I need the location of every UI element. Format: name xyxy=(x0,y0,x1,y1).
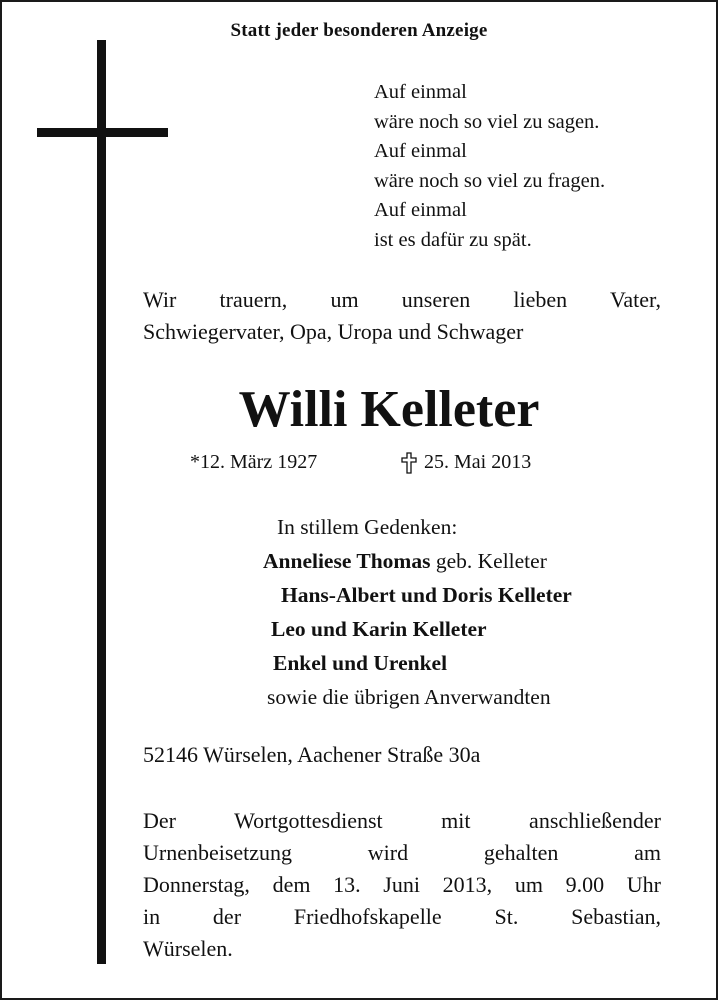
poem xyxy=(374,78,605,255)
poem-line: Auf einmal xyxy=(374,199,467,221)
mourner-line: Hans-Albert und Doris Kelleter xyxy=(281,583,572,607)
death-cross-icon xyxy=(400,452,418,474)
mourner-name: Anneliese Thomas xyxy=(263,549,431,573)
intro-line: Wir trauern, um unseren lieben Vater, xyxy=(143,287,661,312)
header-text: Statt jeder besonderen Anzeige xyxy=(230,20,488,41)
poem-line: ist es dafür zu spät. xyxy=(374,228,532,251)
poem-line: wäre noch so viel zu fragen. xyxy=(374,169,606,192)
death-date: 25. Mai 2013 xyxy=(424,451,532,473)
cross-vertical-bar xyxy=(97,40,106,964)
service-line: Donnerstag, dem 13. Juni 2013, um 9.00 Uhr xyxy=(143,872,661,897)
deceased-name: Willi Kelleter xyxy=(238,381,540,438)
mourner-line: sowie die übrigen Anverwandten xyxy=(267,685,551,709)
service-line: Urnenbeisetzung wird gehalten am xyxy=(143,840,661,865)
poem-line: Auf einmal xyxy=(374,81,467,103)
poem-line: Auf einmal xyxy=(374,140,467,162)
mourners-heading: In stillem Gedenken: xyxy=(277,515,458,539)
mourner-line: Enkel und Urenkel xyxy=(273,651,448,675)
notice-header xyxy=(0,20,718,42)
mourner-line xyxy=(263,544,572,578)
birth-date: *12. März 1927 xyxy=(190,451,318,473)
intro-line: Schwiegervater, Opa, Uropa und Schwager xyxy=(143,319,524,344)
cross-horizontal-bar xyxy=(37,128,168,137)
address: 52146 Würselen, Aachener Straße 30a xyxy=(143,742,481,767)
mourner-maiden: geb. Kelleter xyxy=(430,549,547,573)
service-line: Würselen. xyxy=(143,936,233,961)
service-info xyxy=(143,805,661,965)
service-line: Der Wortgottesdienst mit anschließender xyxy=(143,808,661,833)
mourning-intro xyxy=(143,284,661,348)
mourners-list xyxy=(263,510,572,714)
service-line: in der Friedhofskapelle St. Sebastian, xyxy=(143,904,661,929)
poem-line: wäre noch so viel zu sagen. xyxy=(374,110,600,133)
mourner-line: Leo und Karin Kelleter xyxy=(271,617,487,641)
